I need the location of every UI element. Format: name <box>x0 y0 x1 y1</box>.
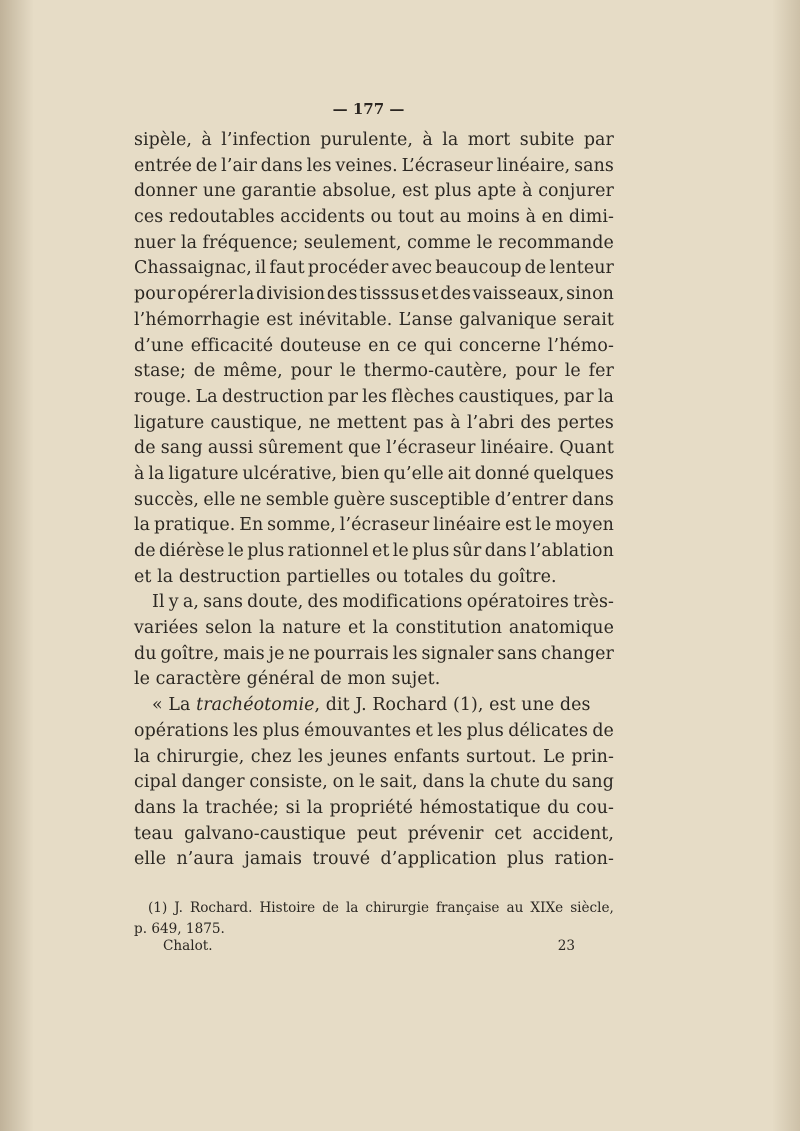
body-line: sipèle, à l’infection purulente, à la mort subite par <box>134 130 614 150</box>
body-line: rouge. La destruction par les flèches caustiques, par la <box>134 386 614 407</box>
body-line <box>134 693 614 719</box>
body-line-segment: , dit J. Rochard (1), est une des <box>314 695 591 716</box>
body-line: de diérèse le plus rationnel et le plus sûr dans l’ablation <box>134 541 614 561</box>
footnote-line-2: p. 649, 1875. <box>134 921 225 937</box>
signature-sheet-number: 23 <box>557 938 575 954</box>
footnote-line-1: (1) J. Rochard. Histoire de la chirurgie française au XIXe siècle, <box>148 900 614 916</box>
body-line: dans la trachée; si la propriété hémostatique du cou- <box>134 797 614 818</box>
body-line: à la ligature ulcérative, bien qu’elle ait donné quelques <box>134 463 614 484</box>
body-line: nuer la fréquence; seulement, comme le recommande <box>134 232 614 253</box>
body-line: opérations les plus émouvantes et les plus délicates de <box>134 720 614 741</box>
body-text <box>134 128 614 873</box>
body-line: la pratique. En somme, l’écraseur linéaire est le moyen <box>134 515 614 536</box>
body-line: du goître, mais je ne pourrais les signaler sans changer <box>134 643 614 664</box>
body-line: elle n’aura jamais trouvé d’application plus ration- <box>134 849 614 870</box>
body-line: ces redoutables accidents ou tout au moins à en dimi- <box>134 207 614 228</box>
body-line: succès, elle ne semble guère susceptible d’entrer dans <box>134 489 614 510</box>
body-line: Il y a, sans doute, des modifications opératoires très- <box>152 592 614 613</box>
body-line-italic: trachéotomie <box>196 695 315 716</box>
body-line-segment: « La <box>152 695 197 716</box>
signature-line <box>163 938 575 954</box>
page-number-header: — 177 — <box>332 100 405 118</box>
body-line: Chassaignac, il faut procéder avec beaucoup de lenteur <box>134 258 614 279</box>
body-line: pour opérer la division des tisssus et des vaisseaux, sinon <box>134 284 614 305</box>
body-line: le caractère général de mon sujet. <box>134 669 441 690</box>
body-line: l’hémorrhagie est inévitable. L’anse galvanique serait <box>134 309 614 330</box>
footnote <box>134 898 614 940</box>
signature-author: Chalot. <box>163 938 213 954</box>
body-line: donner une garantie absolue, est plus apte à conjurer <box>134 181 614 202</box>
body-line: et la destruction partielles ou totales du goître. <box>134 566 557 587</box>
body-line: teau galvano-caustique peut prévenir cet accident, <box>134 823 614 844</box>
body-line: la chirurgie, chez les jeunes enfants surtout. Le prin- <box>134 746 614 767</box>
body-line: stase; de même, pour le thermo-cautère, pour le fer <box>134 361 614 382</box>
body-line: ligature caustique, ne mettent pas à l’abri des pertes <box>134 412 614 433</box>
body-line: cipal danger consiste, on le sait, dans la chute du sang <box>134 772 614 793</box>
body-line: entrée de l’air dans les veines. L’écraseur linéaire, sans <box>134 155 614 176</box>
body-line: variées selon la nature et la constitution anatomique <box>134 618 614 639</box>
body-line: de sang aussi sûrement que l’écraseur linéaire. Quant <box>134 438 614 459</box>
body-line: d’une efficacité douteuse en ce qui concerne l’hémo- <box>134 335 614 356</box>
